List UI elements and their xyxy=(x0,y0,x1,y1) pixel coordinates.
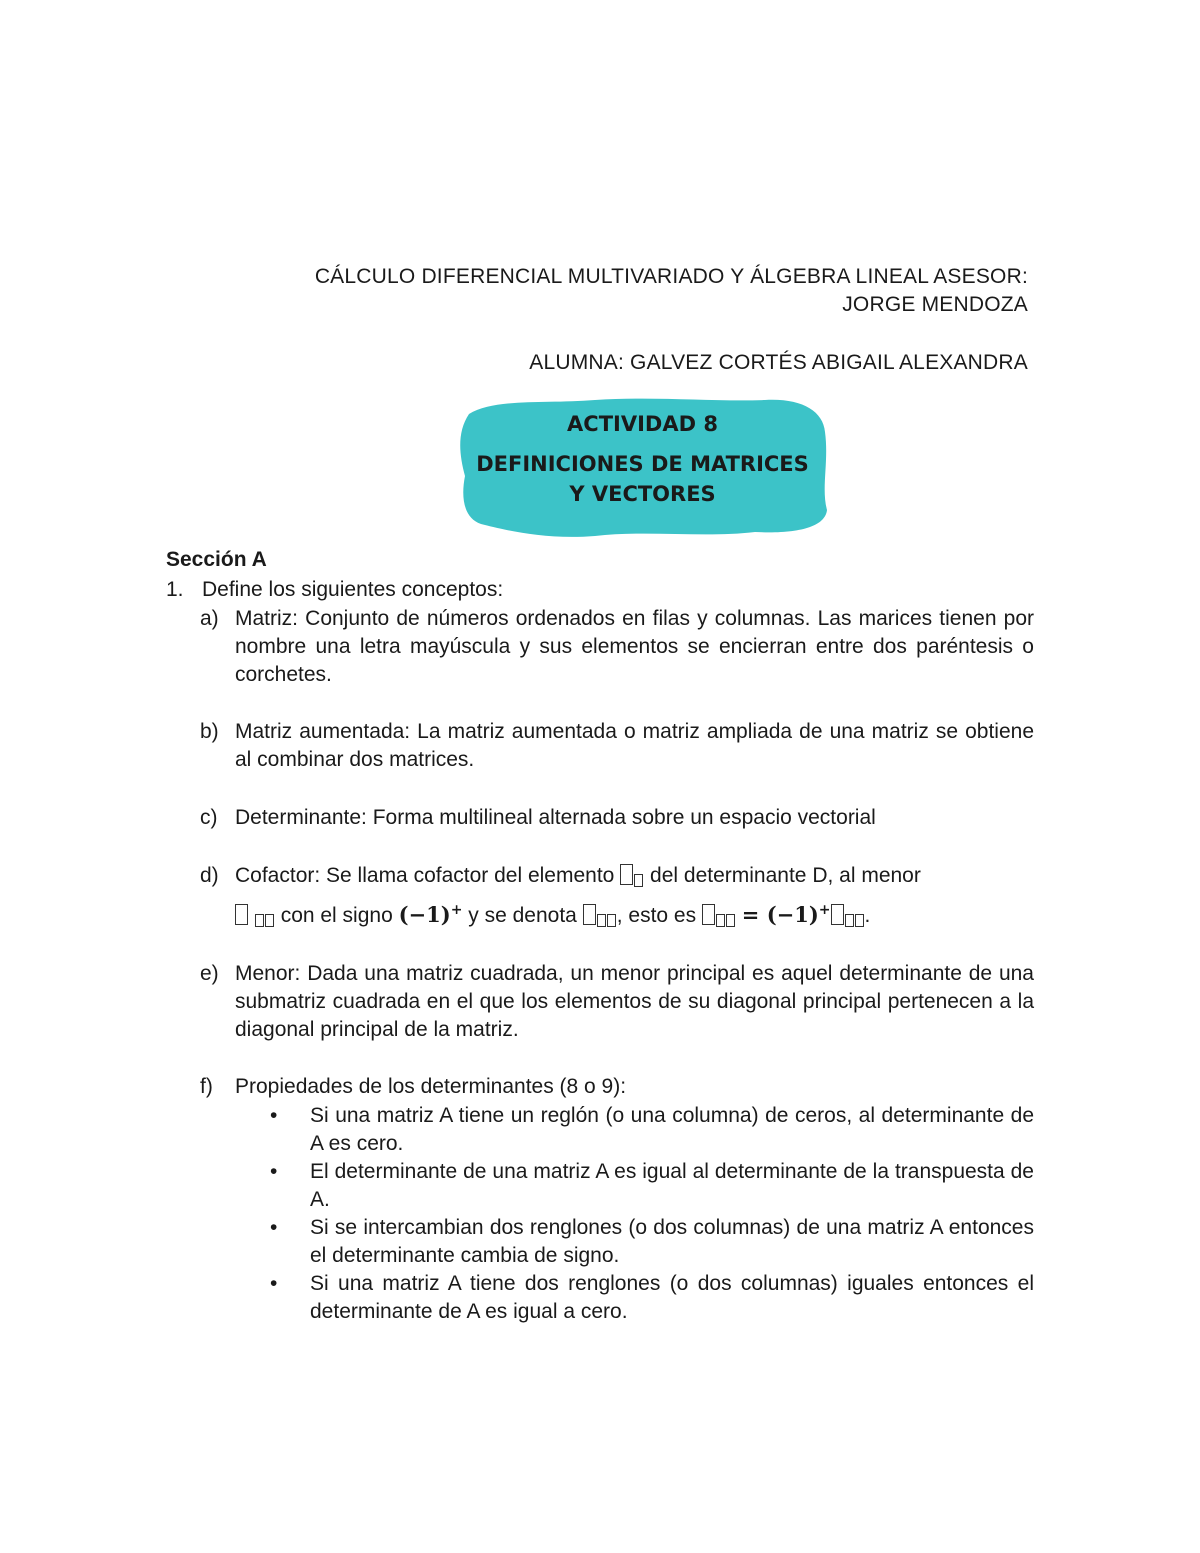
list-item-text: Si una matriz A tiene dos renglones (o dos columnas) iguales entonces el determinante de A es igual a cero. xyxy=(310,1272,1034,1323)
missing-glyph-icon xyxy=(702,904,715,925)
missing-glyph-icon xyxy=(255,914,264,927)
definition-item-propiedades xyxy=(200,1073,1034,1101)
activity-banner xyxy=(455,392,830,540)
definition-item-determinante xyxy=(200,804,1034,832)
header-course-line: CÁLCULO DIFERENCIAL MULTIVARIADO Y ÁLGEBRA LINEAL ASESOR: xyxy=(314,265,1028,288)
banner-activity-title: ACTIVIDAD 8 xyxy=(567,412,718,436)
item-label: d) xyxy=(200,864,219,887)
missing-glyph-icon xyxy=(583,904,596,925)
bullet-icon: • xyxy=(270,1160,278,1183)
cofactor-end: . xyxy=(864,904,871,927)
list-item xyxy=(270,1270,1034,1326)
item-label: b) xyxy=(200,720,219,743)
missing-glyph-icon xyxy=(235,904,248,925)
question-text: Define los siguientes conceptos: xyxy=(202,578,504,601)
bullet-icon: • xyxy=(270,1104,278,1127)
item-label: c) xyxy=(200,806,218,829)
definition-item-menor xyxy=(200,960,1034,1044)
header-advisor-line: JORGE MENDOZA xyxy=(842,293,1028,316)
sign-base: (−1) xyxy=(398,902,451,927)
sign-exponent: + xyxy=(450,902,463,918)
bullet-icon: • xyxy=(270,1272,278,1295)
header-student-line: ALUMNA: GALVEZ CORTÉS ABIGAIL ALEXANDRA xyxy=(529,351,1028,374)
item-text: Determinante: Forma multilineal alternada sobre un espacio vectorial xyxy=(235,806,876,829)
list-item-text: Si se intercambian dos renglones (o dos columnas) de una matriz A entonces el determinante cambia de signo. xyxy=(310,1216,1034,1267)
cofactor-text-5: , esto es xyxy=(616,904,697,927)
missing-glyph-icon xyxy=(597,914,606,927)
equation-base: = (−1) xyxy=(741,902,819,927)
question-number: 1. xyxy=(166,578,184,601)
banner-subtitle-line1: DEFINICIONES DE MATRICES xyxy=(476,452,809,476)
missing-glyph-icon xyxy=(716,914,725,927)
item-text: Menor: Dada una matriz cuadrada, un menor principal es aquel determinante de una submatriz cuadrada en el que los elementos de su diagonal principal pertenecen a la diagonal principal de la matriz. xyxy=(235,962,1034,1041)
definition-item-cofactor xyxy=(200,862,1034,933)
cofactor-text-4: y se denota xyxy=(468,904,577,927)
definition-item-matriz xyxy=(200,605,1034,689)
list-item-text: Si una matriz A tiene un reglón (o una columna) de ceros, al determinante de A es cero. xyxy=(310,1104,1034,1155)
missing-glyph-icon xyxy=(620,864,633,885)
missing-glyph-icon xyxy=(831,904,844,925)
missing-glyph-icon xyxy=(855,914,864,927)
list-item xyxy=(270,1214,1034,1270)
missing-glyph-icon xyxy=(607,914,616,927)
list-item xyxy=(270,1158,1034,1214)
bullet-icon: • xyxy=(270,1216,278,1239)
missing-glyph-icon xyxy=(634,874,643,887)
definition-item-matriz-aumentada xyxy=(200,718,1034,774)
item-label: f) xyxy=(200,1075,213,1098)
equation-exponent: + xyxy=(818,902,831,918)
cofactor-equation xyxy=(742,902,831,927)
cofactor-text-1: Cofactor: Se llama cofactor del elemento xyxy=(235,864,615,887)
list-item xyxy=(270,1102,1034,1158)
item-label: a) xyxy=(200,607,219,630)
item-text: Matriz: Conjunto de números ordenados en filas y columnas. Las marices tienen por nombre una letra mayúscula y sus elementos se encierran entre dos paréntesis o corchetes. xyxy=(235,607,1034,686)
properties-list xyxy=(270,1102,1034,1326)
item-label: e) xyxy=(200,962,219,985)
missing-glyph-icon xyxy=(726,914,735,927)
cofactor-text-2: del determinante D, al menor xyxy=(650,864,921,887)
question-1 xyxy=(166,576,503,604)
item-text: Propiedades de los determinantes (8 o 9): xyxy=(235,1075,627,1098)
section-title: Sección A xyxy=(166,548,267,571)
list-item-text: El determinante de una matriz A es igual al determinante de la transpuesta de A. xyxy=(310,1160,1034,1211)
sign-expression xyxy=(399,902,463,927)
cofactor-text-3: con el signo xyxy=(280,904,393,927)
item-text: Matriz aumentada: La matriz aumentada o matriz ampliada de una matriz se obtiene al combinar dos matrices. xyxy=(235,720,1034,771)
banner-subtitle-line2: Y VECTORES xyxy=(569,482,716,506)
missing-glyph-icon xyxy=(845,914,854,927)
missing-glyph-icon xyxy=(265,914,274,927)
